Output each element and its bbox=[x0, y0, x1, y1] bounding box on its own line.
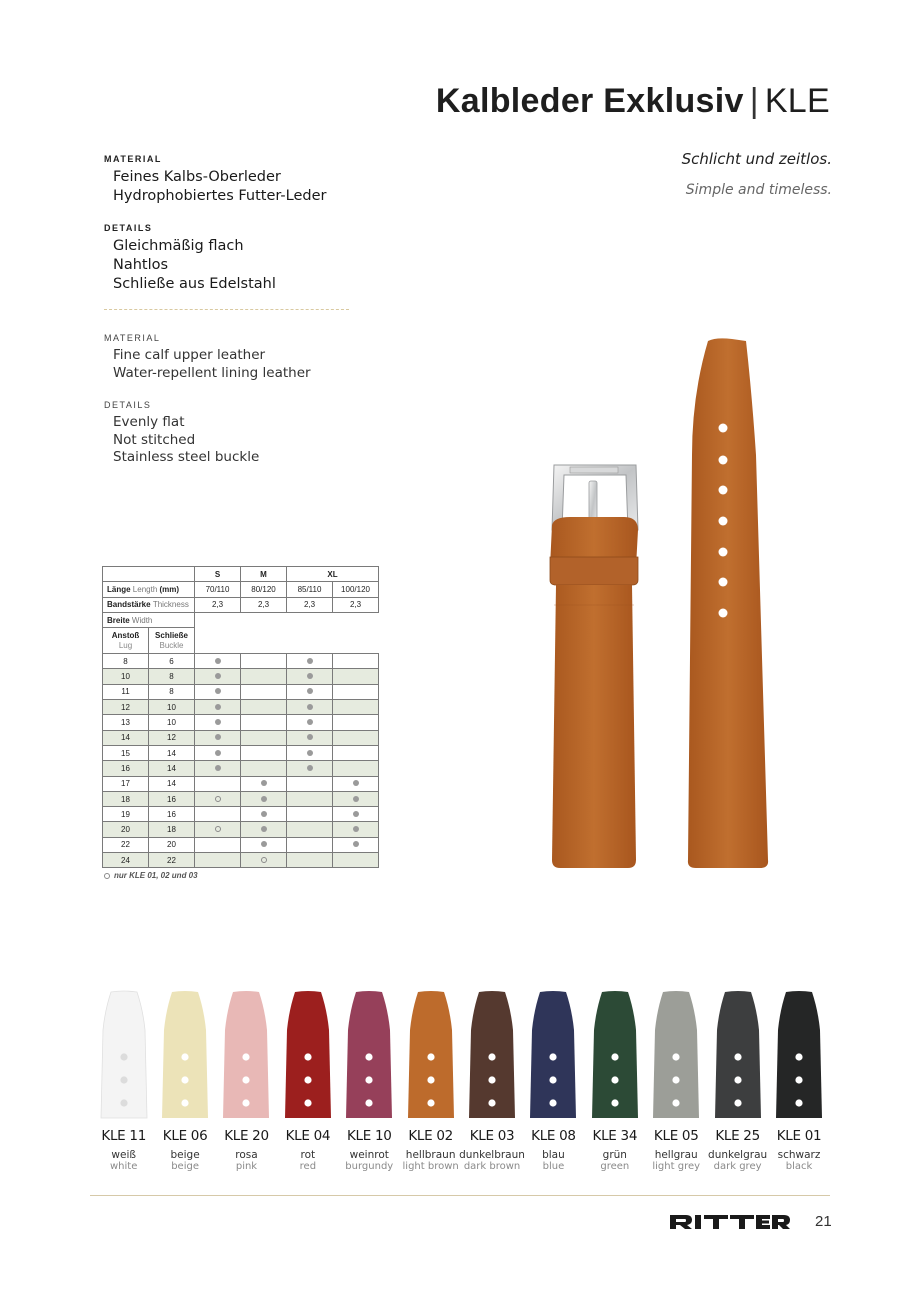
color-name-german: hellbraun bbox=[405, 1149, 456, 1161]
availability-cell bbox=[333, 791, 379, 806]
available-dot-icon bbox=[307, 719, 313, 725]
size-header-m: M bbox=[241, 567, 287, 582]
color-swatch bbox=[93, 990, 154, 1172]
strap-hole bbox=[795, 1099, 802, 1106]
size-rows bbox=[103, 654, 379, 868]
strap-hole bbox=[488, 1076, 495, 1083]
availability-cell bbox=[195, 776, 241, 791]
length-value: 85/110 bbox=[287, 582, 333, 597]
spec-line: Gleichmäßig flach bbox=[113, 238, 244, 254]
length-value: 70/110 bbox=[195, 582, 241, 597]
available-dot-icon bbox=[307, 765, 313, 771]
color-name-german: weiß bbox=[111, 1149, 136, 1161]
lug-width-cell: 22 bbox=[103, 837, 149, 852]
available-dot-icon bbox=[307, 704, 313, 710]
buckle-width-cell: 22 bbox=[149, 853, 195, 868]
width-label: Breite Width bbox=[103, 612, 195, 627]
spec-heading: MATERIAL bbox=[104, 333, 161, 343]
strap-hole bbox=[673, 1053, 680, 1060]
spec-line: Hydrophobiertes Futter-Leder bbox=[113, 188, 327, 204]
available-dot-icon bbox=[307, 658, 313, 664]
availability-cell bbox=[287, 700, 333, 715]
strap-swatch-image bbox=[344, 990, 394, 1120]
strap-hole bbox=[550, 1099, 557, 1106]
strap-hole bbox=[734, 1053, 741, 1060]
available-dot-icon bbox=[261, 780, 267, 786]
availability-cell bbox=[195, 853, 241, 868]
availability-cell bbox=[287, 730, 333, 745]
strap-keeper bbox=[550, 557, 638, 585]
color-name-english: dark brown bbox=[463, 1161, 521, 1172]
ring-marker-icon bbox=[104, 873, 110, 879]
color-code: KLE 08 bbox=[531, 1128, 576, 1144]
availability-cell bbox=[241, 791, 287, 806]
buckle-header: Schließe Buckle bbox=[149, 628, 195, 654]
lug-width-cell: 14 bbox=[103, 730, 149, 745]
color-name-german: schwarz bbox=[777, 1149, 821, 1161]
availability-cell bbox=[287, 807, 333, 822]
strap-hole bbox=[243, 1053, 250, 1060]
color-swatch bbox=[523, 990, 584, 1172]
color-name-german: dunkelgrau bbox=[708, 1149, 768, 1161]
strap-hole bbox=[427, 1099, 434, 1106]
spec-heading: MATERIAL bbox=[104, 154, 162, 164]
color-swatch bbox=[154, 990, 215, 1172]
strap-hole bbox=[366, 1076, 373, 1083]
table-row bbox=[103, 745, 379, 760]
spec-line: Water-repellent lining leather bbox=[113, 364, 311, 381]
availability-cell bbox=[241, 654, 287, 669]
available-dot-icon bbox=[353, 796, 359, 802]
length-label: Länge Length (mm) bbox=[103, 582, 195, 597]
table-row bbox=[103, 700, 379, 715]
lug-width-cell: 16 bbox=[103, 761, 149, 776]
color-code: KLE 03 bbox=[469, 1128, 515, 1144]
color-code: KLE 05 bbox=[653, 1128, 699, 1144]
color-name-english: white bbox=[110, 1161, 138, 1172]
size-header-xl: XL bbox=[287, 567, 379, 582]
table-footnote: nur KLE 01, 02 und 03 bbox=[104, 871, 198, 880]
table-row bbox=[103, 654, 379, 669]
available-dot-icon bbox=[353, 826, 359, 832]
strap-hole bbox=[795, 1053, 802, 1060]
availability-cell bbox=[287, 745, 333, 760]
availability-cell bbox=[333, 730, 379, 745]
strap-hole bbox=[304, 1053, 311, 1060]
strap-hole bbox=[304, 1076, 311, 1083]
spec-line: Stainless steel buckle bbox=[113, 449, 260, 465]
strap-hole bbox=[120, 1076, 127, 1083]
spec-material-en bbox=[104, 333, 311, 382]
strap-swatch-image bbox=[774, 990, 824, 1120]
strap-swatch-image bbox=[528, 990, 578, 1120]
color-name-english: dark grey bbox=[713, 1161, 762, 1172]
buckle-width-cell: 6 bbox=[149, 654, 195, 669]
title-main: Kalbleder Exklusiv bbox=[435, 82, 744, 120]
color-name-english: black bbox=[785, 1161, 813, 1172]
color-name-german: rot bbox=[300, 1149, 316, 1161]
availability-cell bbox=[333, 745, 379, 760]
strap-hole bbox=[427, 1076, 434, 1083]
lug-width-cell: 17 bbox=[103, 776, 149, 791]
availability-cell bbox=[333, 654, 379, 669]
strap-swatch-image bbox=[283, 990, 333, 1120]
available-dot-icon bbox=[215, 658, 221, 664]
table-row bbox=[103, 684, 379, 699]
strap-hole bbox=[120, 1053, 127, 1060]
strap-hole bbox=[243, 1099, 250, 1106]
availability-cell bbox=[241, 700, 287, 715]
buckle-width-cell: 18 bbox=[149, 822, 195, 837]
availability-cell bbox=[241, 807, 287, 822]
buckle-width-cell: 10 bbox=[149, 700, 195, 715]
available-dot-icon bbox=[215, 688, 221, 694]
strap-swatch-image bbox=[467, 990, 517, 1120]
tagline-german: Schlicht und zeitlos. bbox=[681, 150, 832, 168]
spec-details-de bbox=[104, 223, 276, 294]
availability-cell bbox=[287, 822, 333, 837]
color-name-english: green bbox=[600, 1161, 630, 1172]
available-dot-icon bbox=[353, 811, 359, 817]
available-dot-icon bbox=[307, 734, 313, 740]
availability-cell bbox=[333, 822, 379, 837]
color-name-german: beige bbox=[170, 1149, 200, 1161]
availability-cell bbox=[195, 822, 241, 837]
long-strap-piece bbox=[688, 338, 768, 868]
availability-cell bbox=[195, 791, 241, 806]
lug-width-cell: 24 bbox=[103, 853, 149, 868]
color-code: KLE 20 bbox=[224, 1128, 269, 1144]
spec-line: Fine calf upper leather bbox=[113, 347, 266, 363]
table-row bbox=[103, 791, 379, 806]
availability-cell bbox=[333, 684, 379, 699]
size-header-s: S bbox=[195, 567, 241, 582]
spec-line: Schließe aus Edelstahl bbox=[113, 276, 276, 292]
strap-hole bbox=[795, 1076, 802, 1083]
availability-cell bbox=[287, 853, 333, 868]
lug-header: Anstoß Lug bbox=[103, 628, 149, 654]
strap-hole bbox=[120, 1099, 127, 1106]
color-code: KLE 10 bbox=[346, 1128, 392, 1144]
lug-width-cell: 15 bbox=[103, 745, 149, 760]
page-number: 21 bbox=[815, 1213, 832, 1230]
strap-hole bbox=[243, 1076, 250, 1083]
strap-hole bbox=[673, 1076, 680, 1083]
availability-cell bbox=[195, 837, 241, 852]
buckle-width-cell: 16 bbox=[149, 791, 195, 806]
availability-cell bbox=[287, 684, 333, 699]
table-row bbox=[103, 669, 379, 684]
availability-cell bbox=[241, 853, 287, 868]
spec-line: Not stitched bbox=[113, 431, 196, 448]
availability-cell bbox=[287, 715, 333, 730]
availability-cell bbox=[287, 761, 333, 776]
available-dot-icon bbox=[307, 688, 313, 694]
availability-cell bbox=[195, 654, 241, 669]
buckle-width-cell: 14 bbox=[149, 745, 195, 760]
length-value: 100/120 bbox=[333, 582, 379, 597]
buckle-logo-plate bbox=[570, 467, 618, 473]
color-code: KLE 06 bbox=[162, 1128, 208, 1144]
available-dot-icon bbox=[215, 750, 221, 756]
color-name-german: rosa bbox=[235, 1149, 258, 1161]
available-dot-icon bbox=[261, 841, 267, 847]
table-row bbox=[103, 776, 379, 791]
tagline-english: Simple and timeless. bbox=[685, 182, 832, 198]
color-name-english: pink bbox=[235, 1161, 258, 1172]
brand-logo bbox=[670, 1213, 790, 1231]
buckle-width-cell: 12 bbox=[149, 730, 195, 745]
limited-ring-icon bbox=[215, 826, 221, 832]
color-name-german: hellgrau bbox=[654, 1149, 698, 1161]
title-code: KLE bbox=[764, 82, 830, 120]
lug-width-cell: 20 bbox=[103, 822, 149, 837]
color-name-english: light grey bbox=[652, 1161, 701, 1172]
availability-cell bbox=[241, 761, 287, 776]
availability-cell bbox=[195, 807, 241, 822]
availability-cell bbox=[195, 669, 241, 684]
length-value: 80/120 bbox=[241, 582, 287, 597]
color-name-english: beige bbox=[171, 1161, 199, 1172]
strap-hole bbox=[611, 1053, 618, 1060]
buckle-width-cell: 8 bbox=[149, 684, 195, 699]
table-row bbox=[103, 807, 379, 822]
buckle-width-cell: 16 bbox=[149, 807, 195, 822]
thickness-value: 2,3 bbox=[333, 597, 379, 612]
available-dot-icon bbox=[215, 673, 221, 679]
table-corner bbox=[103, 567, 195, 582]
limited-ring-icon bbox=[215, 796, 221, 802]
available-dot-icon bbox=[215, 704, 221, 710]
strap-hole bbox=[366, 1099, 373, 1106]
strap-hole bbox=[550, 1053, 557, 1060]
color-name-english: burgundy bbox=[345, 1161, 394, 1172]
color-swatch bbox=[646, 990, 707, 1172]
available-dot-icon bbox=[261, 826, 267, 832]
availability-cell bbox=[287, 669, 333, 684]
page-title bbox=[436, 82, 830, 121]
section-divider bbox=[104, 309, 349, 310]
available-dot-icon bbox=[307, 750, 313, 756]
strap-hole bbox=[550, 1076, 557, 1083]
buckle-width-cell: 14 bbox=[149, 761, 195, 776]
strap-hole bbox=[181, 1076, 188, 1083]
strap-swatch-image bbox=[221, 990, 271, 1120]
spec-line: Feines Kalbs-Oberleder bbox=[113, 169, 281, 185]
strap-hole bbox=[734, 1076, 741, 1083]
spec-heading: DETAILS bbox=[104, 400, 152, 410]
availability-cell bbox=[241, 776, 287, 791]
availability-cell bbox=[195, 761, 241, 776]
availability-cell bbox=[241, 669, 287, 684]
available-dot-icon bbox=[215, 765, 221, 771]
availability-cell bbox=[287, 791, 333, 806]
availability-cell bbox=[241, 837, 287, 852]
buckle-width-cell: 14 bbox=[149, 776, 195, 791]
thickness-label: Bandstärke Thickness bbox=[103, 597, 195, 612]
lug-width-cell: 12 bbox=[103, 700, 149, 715]
availability-cell bbox=[195, 684, 241, 699]
strap-hole bbox=[611, 1076, 618, 1083]
color-swatch bbox=[707, 990, 768, 1172]
availability-cell bbox=[195, 730, 241, 745]
available-dot-icon bbox=[215, 719, 221, 725]
color-name-german: blau bbox=[542, 1149, 565, 1161]
color-name-english: red bbox=[299, 1161, 317, 1172]
color-swatch bbox=[459, 990, 525, 1172]
strap-hole bbox=[488, 1099, 495, 1106]
buckle-width-cell: 10 bbox=[149, 715, 195, 730]
color-name-english: light brown bbox=[402, 1161, 459, 1172]
table-row bbox=[103, 853, 379, 868]
availability-cell bbox=[287, 837, 333, 852]
lug-width-cell: 18 bbox=[103, 791, 149, 806]
table-blank bbox=[195, 612, 379, 653]
color-code: KLE 01 bbox=[776, 1128, 822, 1144]
color-name-german: dunkelbraun bbox=[459, 1149, 525, 1161]
color-name-english: blue bbox=[542, 1161, 565, 1172]
strap-swatch-image bbox=[651, 990, 701, 1120]
spec-details-en bbox=[104, 400, 259, 467]
color-swatch bbox=[216, 990, 277, 1172]
table-row bbox=[103, 761, 379, 776]
strap-product-image bbox=[540, 335, 780, 875]
color-code: KLE 02 bbox=[408, 1128, 453, 1144]
strap-hole bbox=[427, 1053, 434, 1060]
availability-cell bbox=[333, 776, 379, 791]
available-dot-icon bbox=[261, 811, 267, 817]
color-code: KLE 11 bbox=[101, 1128, 146, 1144]
availability-cell bbox=[287, 776, 333, 791]
availability-cell bbox=[195, 745, 241, 760]
color-swatches bbox=[93, 990, 833, 1172]
color-swatch bbox=[584, 990, 645, 1172]
color-swatch bbox=[400, 990, 461, 1172]
available-dot-icon bbox=[307, 673, 313, 679]
availability-cell bbox=[287, 654, 333, 669]
spec-line: Evenly flat bbox=[113, 414, 185, 430]
availability-cell bbox=[333, 715, 379, 730]
strap-hole bbox=[181, 1053, 188, 1060]
color-name-german: grün bbox=[602, 1149, 627, 1161]
buckle-width-cell: 8 bbox=[149, 669, 195, 684]
thickness-value: 2,3 bbox=[195, 597, 241, 612]
availability-cell bbox=[333, 853, 379, 868]
strap-swatch-image bbox=[99, 990, 149, 1120]
spec-heading: DETAILS bbox=[104, 223, 153, 233]
strap-swatch-image bbox=[590, 990, 640, 1120]
strap-hole bbox=[181, 1099, 188, 1106]
availability-cell bbox=[333, 807, 379, 822]
color-swatch bbox=[339, 990, 400, 1172]
availability-cell bbox=[333, 761, 379, 776]
lug-width-cell: 8 bbox=[103, 654, 149, 669]
footer-divider bbox=[90, 1195, 830, 1196]
available-dot-icon bbox=[215, 734, 221, 740]
strap-hole bbox=[673, 1099, 680, 1106]
lug-width-cell: 13 bbox=[103, 715, 149, 730]
availability-cell bbox=[241, 715, 287, 730]
strap-swatch-image bbox=[406, 990, 456, 1120]
thickness-value: 2,3 bbox=[287, 597, 333, 612]
color-name-german: weinrot bbox=[349, 1149, 389, 1161]
availability-cell bbox=[241, 684, 287, 699]
lug-width-cell: 11 bbox=[103, 684, 149, 699]
thickness-value: 2,3 bbox=[241, 597, 287, 612]
availability-cell bbox=[333, 700, 379, 715]
available-dot-icon bbox=[353, 780, 359, 786]
availability-cell bbox=[241, 730, 287, 745]
buckle-width-cell: 20 bbox=[149, 837, 195, 852]
availability-cell bbox=[195, 700, 241, 715]
color-code: KLE 04 bbox=[285, 1128, 331, 1144]
title-separator: | bbox=[749, 82, 759, 120]
table-row bbox=[103, 822, 379, 837]
availability-cell bbox=[241, 822, 287, 837]
limited-ring-icon bbox=[261, 857, 267, 863]
spec-line: Nahtlos bbox=[113, 257, 169, 273]
availability-cell bbox=[333, 837, 379, 852]
availability-cell bbox=[195, 715, 241, 730]
color-code: KLE 34 bbox=[592, 1128, 638, 1144]
table-row bbox=[103, 730, 379, 745]
strap-swatch-image bbox=[713, 990, 763, 1120]
color-code: KLE 25 bbox=[715, 1128, 760, 1144]
spec-material-de bbox=[104, 154, 326, 206]
color-swatch bbox=[768, 990, 829, 1172]
table-row bbox=[103, 715, 379, 730]
strap-hole bbox=[304, 1099, 311, 1106]
strap-swatch-image bbox=[160, 990, 210, 1120]
strap-hole bbox=[366, 1053, 373, 1060]
availability-cell bbox=[241, 745, 287, 760]
available-dot-icon bbox=[353, 841, 359, 847]
size-table bbox=[102, 566, 379, 868]
available-dot-icon bbox=[261, 796, 267, 802]
strap-hole bbox=[488, 1053, 495, 1060]
strap-hole bbox=[611, 1099, 618, 1106]
short-strap-piece bbox=[552, 585, 636, 868]
strap-hole bbox=[734, 1099, 741, 1106]
color-swatch bbox=[277, 990, 338, 1172]
table-row bbox=[103, 837, 379, 852]
lug-width-cell: 10 bbox=[103, 669, 149, 684]
lug-width-cell: 19 bbox=[103, 807, 149, 822]
availability-cell bbox=[333, 669, 379, 684]
